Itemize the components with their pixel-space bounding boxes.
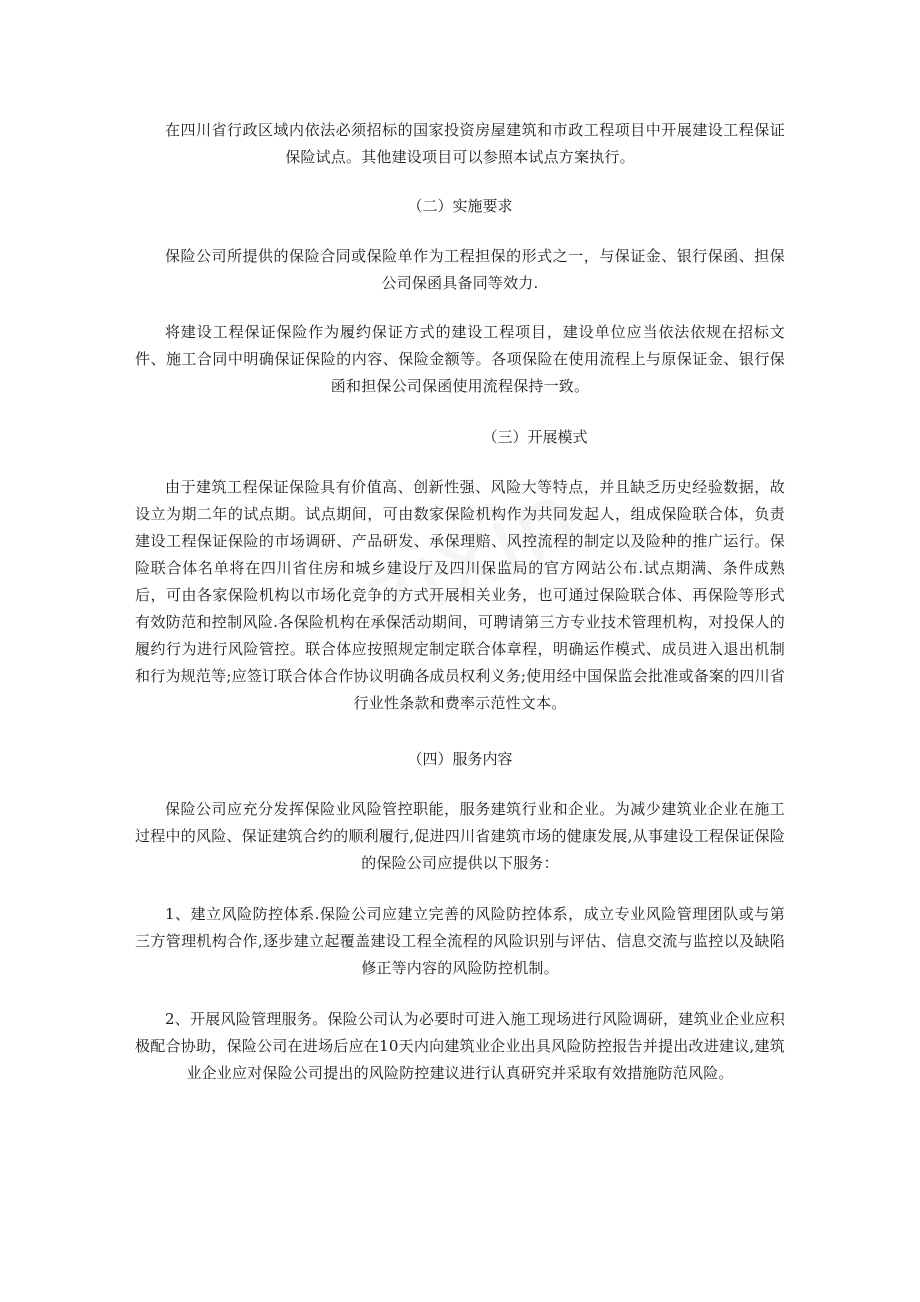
paragraph-pilot-mode: 由于建筑工程保证保险具有价值高、创新性强、风险大等特点，并且缺乏历史经验数据，故设立为期二年的试点期。试点期间，可由数家保险机构作为共同发起人，组成保险联合体，负责建设工程保证保险的市场调研、产品研发、承保理赔、风控流程的制定以及险种的推广运行。保险联合体名单将在四川省住房和城乡建设厅及四川保监局的官方网站公布.试点期满、条件成熟后，可由各家保险机构以市场化竞争的方式开展相关业务，也可通过保险联合体、再保险等形式有效防范和控制风险.各保险机构在承保活动期间，可聘请第三方专业技术管理机构，对投保人的履约行为进行风险管控。联合体应按照规定制定联合体章程，明确运作模式、成员进入退出机制和行为规范等;应签订联合体合作协议明确各成员权利义务;使用经中国保监会批准或备案的四川省行业性条款和费率示范性文本。 [135, 478, 785, 712]
paragraph-guarantee-method: 将建设工程保证保险作为履约保证方式的建设工程项目，建设单位应当依法依规在招标文件、施工合同中明确保证保险的内容、保险金额等。各项保险在使用流程上与原保证金、银行保函和担保公司保函使用流程保持一致。 [135, 323, 785, 395]
section-heading-mode: （三）开展模式 [482, 428, 588, 446]
intro-paragraph: 在四川省行政区域内依法必须招标的国家投资房屋建筑和市政工程项目中开展建设工程保证保险试点。其他建设项目可以参照本试点方案执行。 [165, 121, 785, 166]
paragraph-risk-system: 1、建立风险防控体系.保险公司应建立完善的风险防控体系，成立专业风险管理团队或与第三方管理机构合作,逐步建立起覆盖建设工程全流程的风险识别与评估、信息交流与监控以及缺陷修正等内容的风险防控机制。 [135, 905, 785, 977]
section-heading-services: （四）服务内容 [407, 750, 513, 768]
section-heading-implementation: （二）实施要求 [407, 197, 513, 215]
paragraph-insurance-effect: 保险公司所提供的保险合同或保险单作为工程担保的形式之一，与保证金、银行保函、担保公司保函具备同等效力. [165, 247, 785, 292]
paragraph-risk-service: 2、开展风险管理服务。保险公司认为必要时可进入施工现场进行风险调研，建筑业企业应积极配合协助，保险公司在进场后应在10天内向建筑业企业出具风险防控报告并提出改进建议,建筑业企业应对保险公司提出的风险防控建议进行认真研究并采取有效措施防范风险。 [135, 1010, 785, 1082]
paragraph-services-intro: 保险公司应充分发挥保险业风险管控职能，服务建筑行业和企业。为减少建筑业企业在施工过程中的风险、保证建筑合约的顺利履行,促进四川省建筑市场的健康发展,从事建设工程保证保险的保险公司应提供以下服务： [135, 800, 785, 872]
